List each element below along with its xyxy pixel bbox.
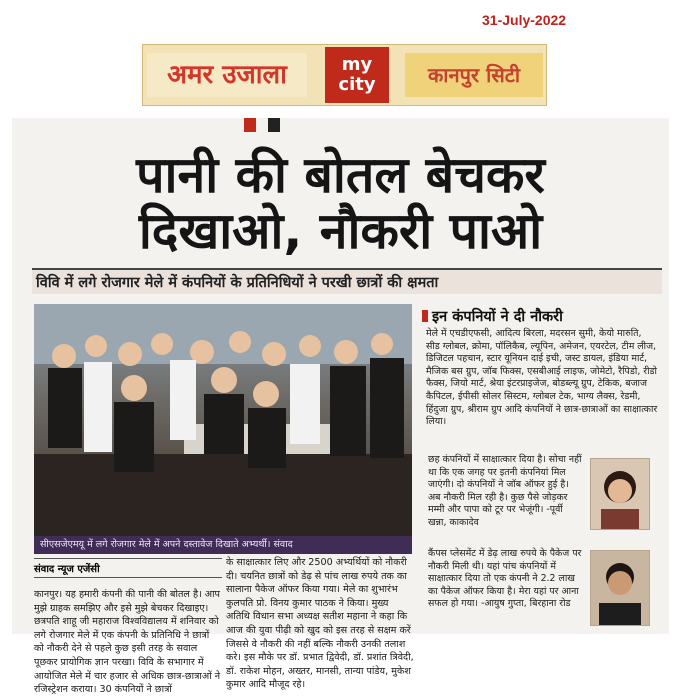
red-mark-icon [244,118,256,132]
newspaper-masthead [142,44,547,106]
woman-face-icon [591,459,649,529]
byline: संवाद न्यूज एजेंसी [34,558,222,578]
black-mark-icon [268,118,280,132]
mycity-line1: my [341,54,373,75]
headline-line-1: पानी की बोतल बेचकर [136,146,545,204]
sidebar-company-list: मेले में एचडीएफसी, आदित्य बिरला, मदरसन सुमी, केयो मारुति, सीड ग्लोबल, क्रोमा, पॉलिकैब, ल्यूपिन, अमेजन, एयरटेल, टीम लीज, डिजिटल पहचान, स्टार यूनियन दाई इची, जस्ट डायल, इंडिया मार्ट, मैजिक बस ग्रुप, जॉब फिक्स, एसबीआई लाइफ, जोमेटो, रैपिडो, रीडो फैक्स, जियो मार्ट, श्रेया इंटरप्राइजेज, बोडब्ल्यू ग्रुप, टेकिक, बजाज कैपिटल, ईपीसी सोलर सिस्टम, ग्लोबल टेक, भाग्य लैक्स, रेडमी, हिंदुजा ग्रुप, श्रीराम ग्रुप आदि कंपनियों ने छात्र-छात्राओं का साक्षात्कार लिया। [426,328,658,428]
headline-line-2: दिखाओ, नौकरी पाओ [138,202,543,260]
clipping-date: 31-July-2022 [482,12,567,28]
article-column-1: कानपुर। यह हमारी कंपनी की पानी की बोतल है। आप मुझे ग्राहक समझिए और इसे मुझे बेचकर दिखाइए। छत्रपति शाहू जी महाराज विश्वविद्यालय में शनिवार को लगे रोजगार मेले में एक कंपनी के प्रतिनिधि ने छात्रों को नौकरी देने से पहले कुछ इसी तरह के सवाल पूछकर प्रायोगिक ज्ञान परखा। विवि के सभागार में आयोजित मेले में चार हजार से अधिक छात्र-छात्राओं ने रजिस्ट्रेशन कराया। 30 कंपनियों ने छात्रों [34,589,221,696]
student-quote-2: कैंपस प्लेसमेंट में डेढ़ लाख रुपये के पैकेज पर नौकरी मिली थी। यहां पांच कंपनियों में साक्षात्कार दिया तो एक कंपनी ने 2.2 लाख का पैकेज ऑफर किया है। मेरा यहां पर आना सफल हो गया। -आयुष गुप्ता, बिरहाना रोड [428,548,582,610]
news-photo [34,304,412,536]
sidebar-heading: इन कंपनियों ने दी नौकरी [422,306,662,326]
portrait-man-photo [590,550,650,626]
photo-caption: सीएसजेएमयू में लगे रोजगार मेले में अपने दस्तावेज दिखाते अभ्यर्थी। संवाद [34,536,412,554]
portrait-woman-photo [590,458,650,530]
subheadline: विवि में लगे रोजगार मेले में कंपनियों के प्रतिनिधियों ने परखी छात्रों की क्षमता [32,268,662,294]
article-column-2: के साक्षात्कार लिए और 2500 अभ्यर्थियों को नौकरी दी। चयनित छात्रों को डेढ़ से पांच लाख रुपये तक का सालाना पैकेज ऑफर किया गया। मेले का शुभारंभ कुलपति प्रो. विनय कुमार पाठक ने किया। मुख्य अतिथि विधान सभा अध्यक्ष सतीश महाना ने कहा कि आज की युवा पीढ़ी को खुद को इस तरह से सक्षम करें जिससे वे नौकरी की नहीं बल्कि नौकरी उनकी तलाश करे। इस मौके पर डॉ. प्रभात द्विवेदी, डॉ. प्रशांत त्रिवेदी, डॉ. राकेश मोहन, अख्तर, मानसी, तान्या पांडेय, मुकेश कुमार आदि मौजूद रहे। [226,557,414,691]
paper-name-logo: अमर उजाला [147,53,307,97]
mycity-logo [325,47,389,103]
city-edition-label: कानपुर सिटी [405,53,543,97]
man-face-icon [591,551,649,625]
crowd-illustration [34,304,412,536]
newspaper-clipping [12,118,669,696]
student-quote-1: छह कंपनियों में साक्षात्कार दिया है। सोचा नहीं था कि एक जगह पर इतनी कंपनियां मिल जाएंगी। दो कंपनियों ने जॉब ऑफर हुई है। अब नौकरी मिल रही है। कुछ पैसे जोड़कर मम्मी और पापा को टूर पर भेजूंगी। -पूर्वी खन्ना, काकादेव [428,454,582,528]
mycity-line2: city [338,74,376,95]
